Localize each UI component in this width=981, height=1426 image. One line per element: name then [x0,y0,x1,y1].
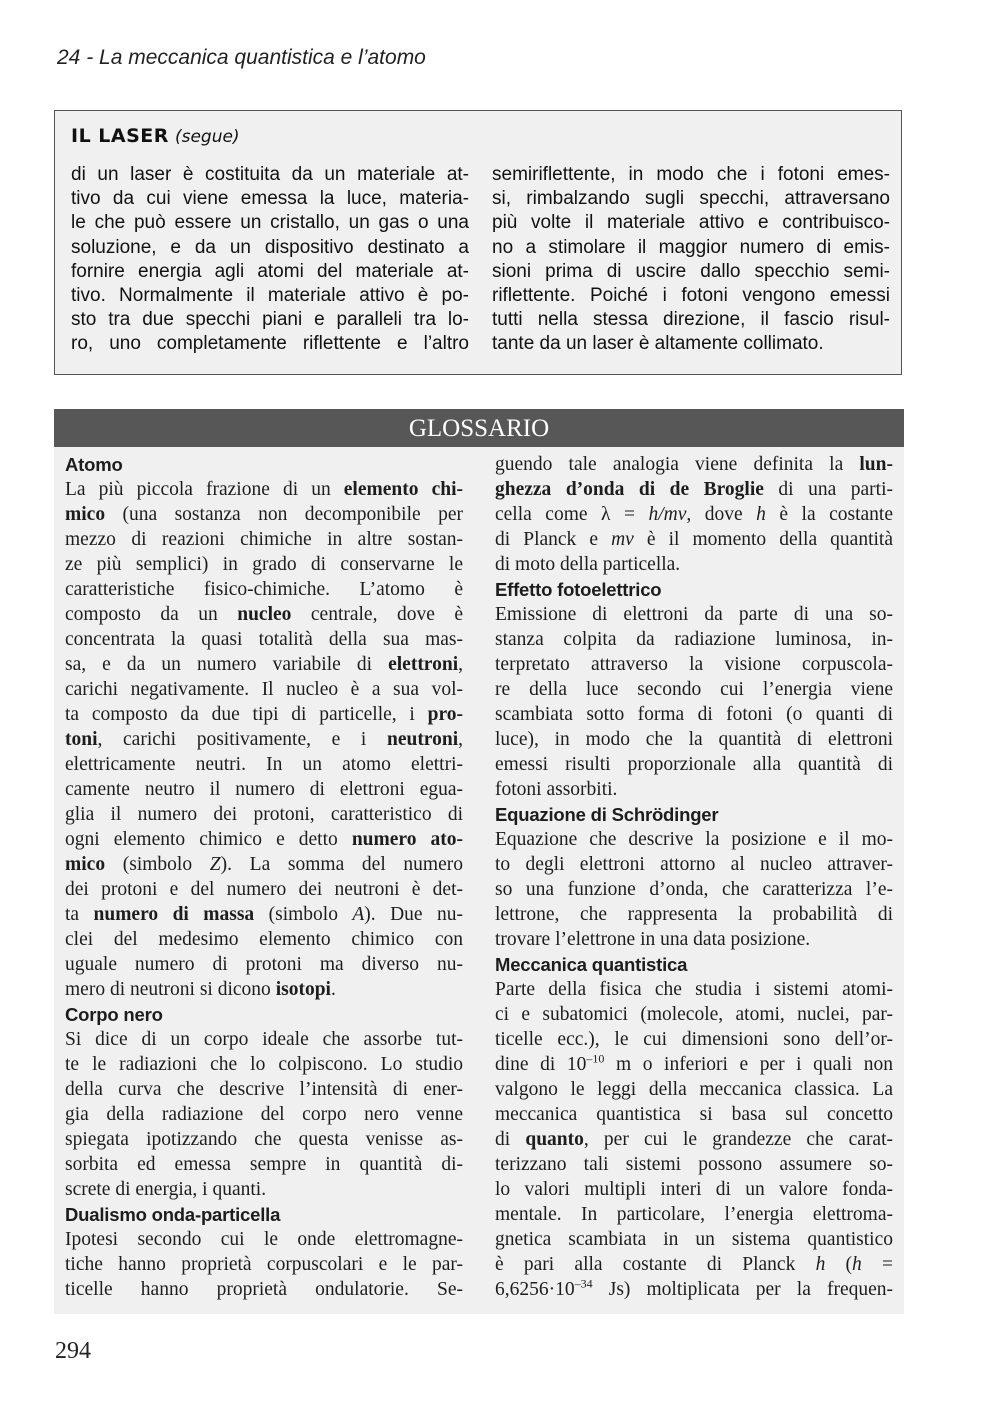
definition-line: ghezza d’onda di de Broglie di una parti- [495,479,893,500]
definition-line: glia il numero dei protoni, caratteristico di [65,804,463,825]
definition-line: mezzo di reazioni chimiche in altre sostan- [65,529,463,550]
definition-line: scambiata sotto forma di fotoni (o quanti di [495,704,893,725]
definition-line: ta composto da due tipi di particelle, i pro- [65,704,463,725]
box-line: semiriflettente, in modo che i fotoni emes- [492,164,890,185]
definition-line: mero di neutroni si dicono isotopi. [65,979,336,1000]
definition-line: Ipotesi secondo cui le onde elettromagne- [65,1229,463,1250]
definition-line: sa, e da un numero variabile di elettroni, [65,654,463,675]
definition-line: toni, carichi positivamente, e i neutroni, [65,729,463,750]
definition-line: screte di energia, i quanti. [65,1179,267,1200]
definition-line: elettricamente neutri. In un atomo elettri- [65,754,463,775]
definition-line: dei protoni e del numero dei neutroni è det- [65,879,463,900]
definition-line: Emissione di elettroni da parte di una so- [495,604,893,625]
box-line: più volte il materiale attivo e contribuisco- [492,212,890,234]
box-column-left [71,163,469,357]
term-atomo: Atomo [65,454,123,475]
box-line: no a stimolare il maggior numero di emis- [492,236,890,258]
definition-line: $6,6256\cdot 10^{-34}$ Js) moltiplicata per la frequen- [495,1276,893,1300]
box-line: tutti nella stessa direzione, il fascio risul- [492,309,890,331]
glossary-column-left [65,452,463,1302]
box-line: ro, uno completamente riflettente e l’altro [71,333,469,355]
definition-line: cella come λ = h/mv, dove h è la costante [495,504,894,525]
definition-line: ogni elemento chimico e detto numero ato- [65,829,463,850]
glossary [54,409,904,1314]
definition-line: di moto della particella. [495,554,681,575]
definition-line: uguale numero di protoni ma diverso nu- [65,954,463,975]
definition-line: mentale. In particolare, l’energia elettroma- [495,1204,893,1225]
box-line: tivo da cui viene emessa la luce, materia- [71,188,469,210]
box-line: fornire energia agli atomi del materiale at- [71,260,469,282]
definition-line: ze più semplici) in grado di conservarne le [65,554,463,575]
box-title [71,125,240,147]
definition-line: lo valori multipli interi di un valore fonda- [495,1179,893,1200]
box-line: sto tra due specchi piani e paralleli tra lo- [71,309,469,331]
definition-line: ta numero di massa (simbolo A). Due nu- [65,904,463,925]
box-column-right [492,163,890,357]
definition-line: gnetica scambiata in un sistema quantistico [495,1229,893,1250]
box-line: tivo. Normalmente il materiale attivo è po- [71,285,469,307]
definition-line: lettrone, che rappresenta la probabilità di [495,904,893,925]
box-line: soluzione, e da un dispositivo destinato a [71,236,469,258]
definition-line: ticelle hanno proprietà ondulatorie. Se- [65,1279,463,1300]
definition-line: di Planck e mv è il momento della quantità [495,529,893,550]
box-line: si, rimbalzando sugli specchi, attraversano [492,188,890,210]
term-corpo-nero: Corpo nero [65,1004,163,1025]
glossary-title: GLOSSARIO [54,409,904,447]
definition-line: fotoni assorbiti. [495,779,618,800]
definition-line: di quanto, per cui le grandezze che carat- [495,1129,893,1150]
definition-line: tiche hanno proprietà corpuscolari e le par- [65,1254,463,1275]
definition-line: ci e subatomici (molecole, atomi, nuclei, par- [495,1004,893,1025]
definition-line: meccanica quantistica si basa sul concetto [495,1104,893,1125]
definition-line: so una funzione d’onda, che caratterizza l’e- [495,879,893,900]
box-line: sioni prima di uscire dallo specchio semi- [492,260,890,282]
definition-line: Si dice di un corpo ideale che assorbe tut- [65,1029,463,1050]
term-meccanica-quantistica: Meccanica quantistica [495,954,688,975]
definition-line: luce), in modo che la quantità di elettroni [495,729,893,750]
definition-line: mico (una sostanza non decomponibile per [65,504,463,525]
page-number: 294 [55,1338,91,1364]
box-title-subtitle: (segue) [174,127,240,147]
box-line: le che può essere un cristallo, un gas o una [71,212,469,234]
definition-line: terizzano tali sistemi possono assumere so- [495,1154,893,1175]
definition-line: caratteristiche fisico-chimiche. L’atomo è [65,579,463,600]
definition-line: valgono le leggi della meccanica classica. La [495,1079,893,1100]
definition-line: mico (simbolo Z). La somma del numero [65,854,464,875]
definition-line: gia della radiazione del corpo nero venne [65,1104,463,1125]
box-line: di un laser è costituita da un materiale at- [71,164,469,185]
running-head: 24 - La meccanica quantistica e l’atomo [57,46,426,69]
laser-box [54,110,902,375]
box-line: riflettente. Poiché i fotoni vengono emessi [492,285,890,307]
definition-line: è pari alla costante di Planck h (h = [495,1254,893,1275]
box-title-main: IL LASER [71,125,169,147]
definition-line: guendo tale analogia viene definita la lun- [495,454,893,475]
term-effetto-fotoelettrico: Effetto fotoelettrico [495,579,662,600]
term-dualismo: Dualismo onda-particella [65,1204,281,1225]
definition-line: sorbita ed emessa sempre in quantità di- [65,1154,463,1175]
definition-line: ticelle ecc.), le cui dimensioni sono dell’or- [495,1029,893,1050]
definition-line: Equazione che descrive la posizione e il mo- [495,829,893,850]
definition-line: della curva che descrive l’intensità di ener- [65,1079,463,1100]
definition-line: concentrata la quasi totalità della sua mas- [65,629,463,650]
term-equazione-schrodinger: Equazione di Schrödinger [495,804,719,825]
definition-line: carichi negativamente. Il nucleo è a sua vol- [65,679,463,700]
definition-line: re della luce secondo cui l’energia viene [495,679,893,700]
definition-line: composto da un nucleo centrale, dove è [65,604,464,625]
box-line: tante da un laser è altamente collimato. [492,333,824,355]
definition-line: dine di $10^{-10}$ m o inferiori e per i quali non [495,1051,893,1075]
definition-line: stanza colpita da radiazione luminosa, in- [495,629,893,650]
definition-line: camente neutro il numero di elettroni egua- [65,779,463,800]
definition-line: te le radiazioni che lo colpiscono. Lo studio [65,1054,463,1075]
definition-line: Parte della fisica che studia i sistemi atomi- [495,979,893,1000]
definition-line: clei del medesimo elemento chimico con [65,929,463,950]
definition-line: emessi risulti proporzionale alla quantità di [495,754,893,775]
definition-line: spiegata ipotizzando che questa venisse as- [65,1129,463,1150]
definition-line: terpretato attraverso la visione corpuscola- [495,654,893,675]
glossary-column-right [495,452,893,1302]
definition-line: trovare l’elettrone in una data posizione. [495,929,811,950]
definition-line: La più piccola frazione di un elemento chi- [65,479,463,500]
definition-line: to degli elettroni attorno al nucleo attraver- [495,854,893,875]
